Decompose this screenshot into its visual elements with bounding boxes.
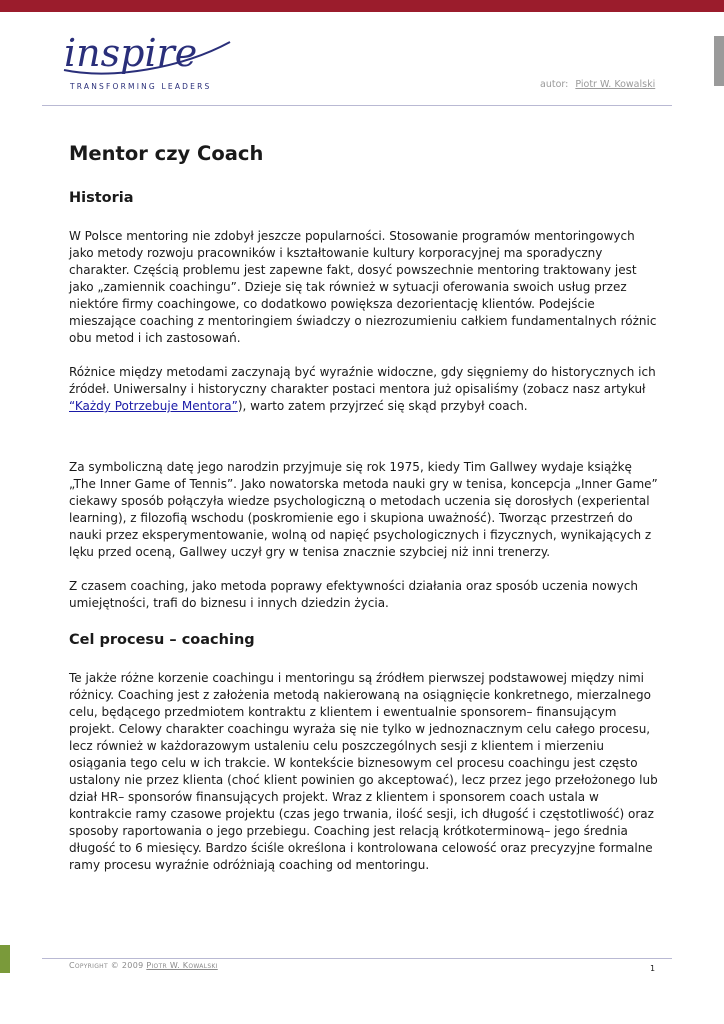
author-name-link[interactable]: Piotr W. Kowalski (575, 79, 656, 90)
logo-text: inspire (64, 31, 198, 75)
author-line (540, 79, 655, 90)
document-title: Mentor czy Coach (69, 142, 264, 165)
logo-tagline: TRANSFORMING LEADERS (70, 82, 212, 91)
paragraph-2-text-start: Różnice między metodami zaczynają być wyraźnie widoczne, gdy sięgniemy do historycznych ich źródeł. Uniwersalny i historyczny charakter postaci mentora już opisaliśmy (zobacz nasz artykuł (69, 365, 656, 396)
header-divider (42, 105, 672, 106)
copyright-name-link[interactable]: Piotr W. Kowalski (146, 961, 218, 970)
paragraph-2-text-end: ), warto zatem przyjrzeć się skąd przybył coach. (237, 399, 528, 413)
author-label: autor: (540, 79, 569, 90)
paragraph-2 (69, 364, 659, 415)
side-tab-left (0, 945, 10, 973)
page-number: 1 (650, 964, 656, 973)
logo-wordmark (62, 28, 242, 80)
top-accent-bar (0, 0, 724, 12)
section-heading-cel-procesu: Cel procesu – coaching (69, 632, 255, 648)
document-body (69, 140, 659, 874)
footer-divider (42, 958, 672, 959)
copyright-notice (69, 961, 218, 970)
paragraph-4: Z czasem coaching, jako metoda poprawy efektywności działania oraz sposób uczenia nowych umiejętności, trafi do biznesu i innych dziedzin życia. (69, 579, 638, 610)
paragraph-5: Te jakże różne korzenie coachingu i mentoringu są źródłem pierwszej podstawowej między nimi różnicy. Coaching jest z założenia metodą nakierowaną na osiągnięcie konkretnego, mierzalnego celu, będącego przedmiotem kontraktu z klientem i ewentualnie sponsorem– finansującym projekt. Celowy charakter coachingu wyraża się nie tylko w jednoznacznym celu całego procesu, lecz również w każdorazowym ustaleniu celu poszczególnych sesji z klientem i mierzeniu osiągania tego celu w ich trakcie. W kontekście biznesowym cel procesu coachingu jest często ustalony nie przez klienta (choć klient powinien go akceptować), lecz przez jego przełożonego lub dział HR– sponsorów finansujących projekt. Wraz z klientem i sponsorem coach ustala w kontrakcie ramy czasowe projektu (czas jego trwania, ilość sesji, ich długość i częstotliwość) oraz sposoby raportowania o jego przebiegu. Coaching jest relacją krótkoterminową– jego średnia długość to 6 miesięcy. Bardzo ściśle określona i kontrolowana celowość oraz precyzyjne formalne ramy procesu wyraźnie odróżniają coaching od mentoringu. (69, 671, 658, 872)
paragraph-1: W Polsce mentoring nie zdobył jeszcze popularności. Stosowanie programów mentoringowych jako metody rozwoju pracowników i kształtowanie kultury korporacyjnej ma sporadyczny charakter. Częścią problemu jest zapewne fakt, dosyć powszechnie mentoring traktowany jest jako „zamiennik coachingu”. Dzieje się tak również w sytuacji oferowania swoich usług przez niektóre firmy coachingowe, co dodatkowo powiększa dezorientację klientów. Podejście mieszające coaching z mentoringiem świadczy o niezrozumieniu całkiem fundamentalnych różnic obu metod i ich zastosowań. (69, 229, 657, 345)
paragraph-3: Za symboliczną datę jego narodzin przyjmuje się rok 1975, kiedy Tim Gallwey wydaje książkę „The Inner Game of Tennis”. Jako nowatorska metoda nauki gry w tenisa, koncepcja „Inner Game” ciekawy sposób połączyła wiedze psychologiczną o metodach uczenia się dorosłych (experiental learning), z filozofią wschodu (poskromienie ego i skupiona uważność). Tworząc przestrzeń do nauki przez eksperymentowanie, wolną od napięć psychologicznych i fizycznych, wynikających z lęku przed oceną, Gallwey uczył gry w tenisa znacznie szybciej niż inni trenerzy. (69, 460, 658, 559)
side-tab-right (714, 36, 724, 86)
article-link[interactable]: “Każdy Potrzebuje Mentora” (69, 399, 238, 413)
section-heading-historia: Historia (69, 190, 134, 206)
copyright-prefix: Copyright © 2009 (69, 961, 144, 970)
